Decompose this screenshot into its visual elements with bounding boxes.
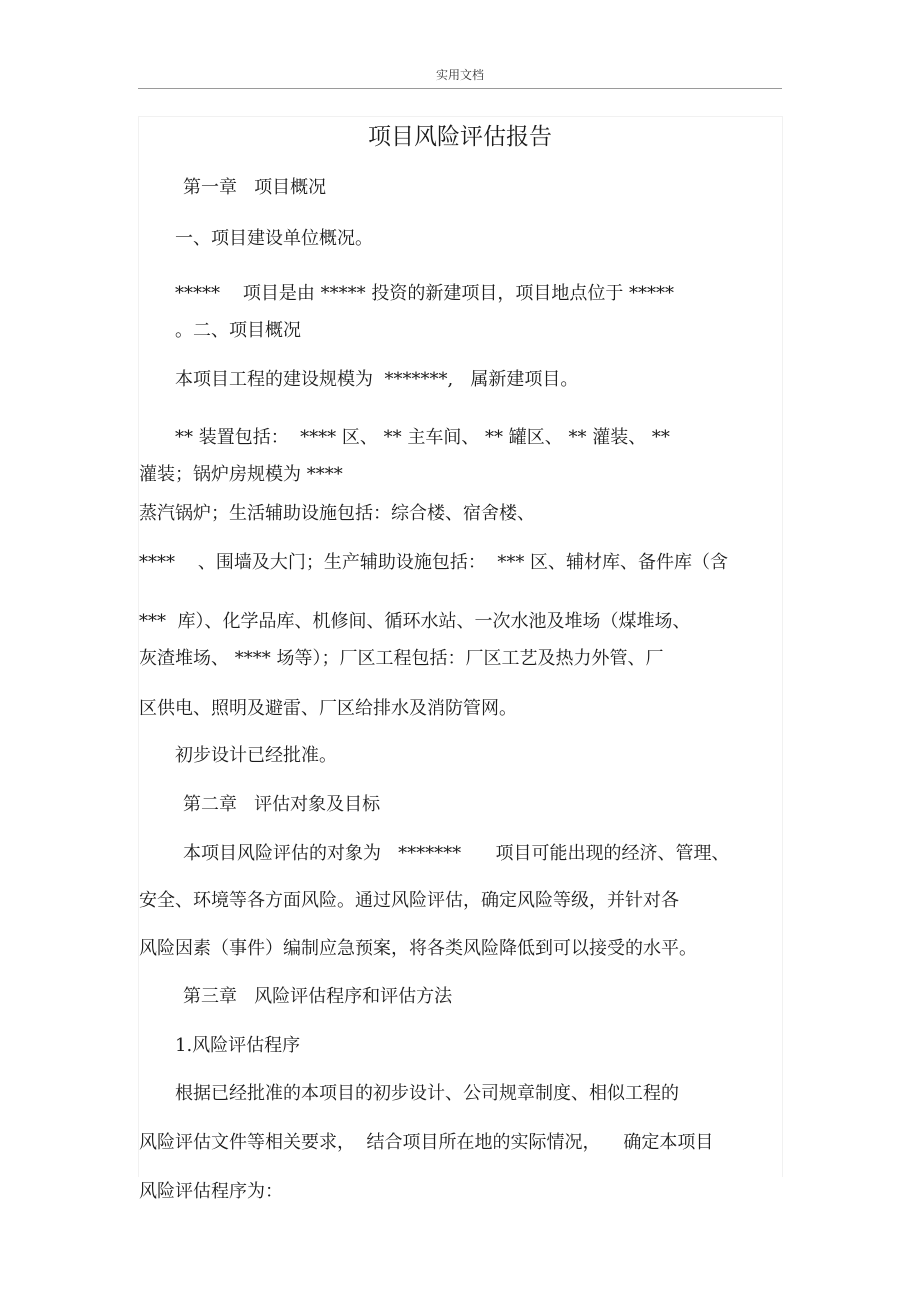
paragraph-line: 风险评估程序为： [139, 1181, 283, 1202]
header-divider [138, 88, 782, 89]
paragraph-line: *** 库）、化学品库、机修间、循环水站、一次水池及堆场（煤堆场、 [139, 611, 691, 632]
paragraph-line: 风险评估文件等相关要求， 结合项目所在地的实际情况， 确定本项目 [139, 1132, 714, 1153]
paragraph-line: 灰渣堆场、 **** 场等）；厂区工程包括：厂区工艺及热力外管、厂 [139, 648, 664, 669]
paragraph-line: 本项目风险评估的对象为 ******* 项目可能出现的经济、管理、 [183, 843, 730, 864]
chapter-2-heading: 第二章 评估对象及目标 [183, 794, 381, 815]
paragraph-line: 风险因素（事件）编制应急预案，将各类风险降低到可以接受的水平。 [139, 938, 697, 959]
paragraph-line: ** 装置包括： **** 区、 ** 主车间、 ** 罐区、 ** 灌装、 ** [175, 427, 670, 448]
paragraph-line: 蒸汽锅炉；生活辅助设施包括：综合楼、宿舍楼、 [139, 503, 535, 524]
section-2-heading: 。二、项目概况 [175, 320, 301, 341]
chapter-3-heading: 第三章 风险评估程序和评估方法 [183, 986, 453, 1007]
paragraph-line: ***** 项目是由 ***** 投资的新建项目，项目地点位于 ***** [175, 283, 675, 304]
paragraph-line: 灌装；锅炉房规模为 **** [139, 464, 343, 485]
subsection-heading: 1.风险评估程序 [175, 1035, 301, 1056]
paragraph-line: 安全、环境等各方面风险。通过风险评估，确定风险等级，并针对各 [139, 890, 679, 911]
chapter-1-heading: 第一章 项目概况 [183, 177, 327, 198]
document-title: 项目风险评估报告 [368, 124, 552, 150]
paragraph-line: 本项目工程的建设规模为 *******, 属新建项目。 [175, 369, 579, 390]
paragraph-line: 初步设计已经批准。 [175, 745, 337, 766]
paragraph-line: **** 、围墙及大门；生产辅助设施包括： *** 区、辅材库、备件库（含 [139, 552, 729, 573]
paragraph-line: 根据已经批准的本项目的初步设计、公司规章制度、相似工程的 [175, 1083, 679, 1104]
header-text: 实用文档 [435, 68, 484, 82]
section-1-heading: 一、项目建设单位概况。 [175, 228, 373, 249]
paragraph-line: 区供电、照明及避雷、厂区给排水及消防管网。 [139, 698, 517, 719]
